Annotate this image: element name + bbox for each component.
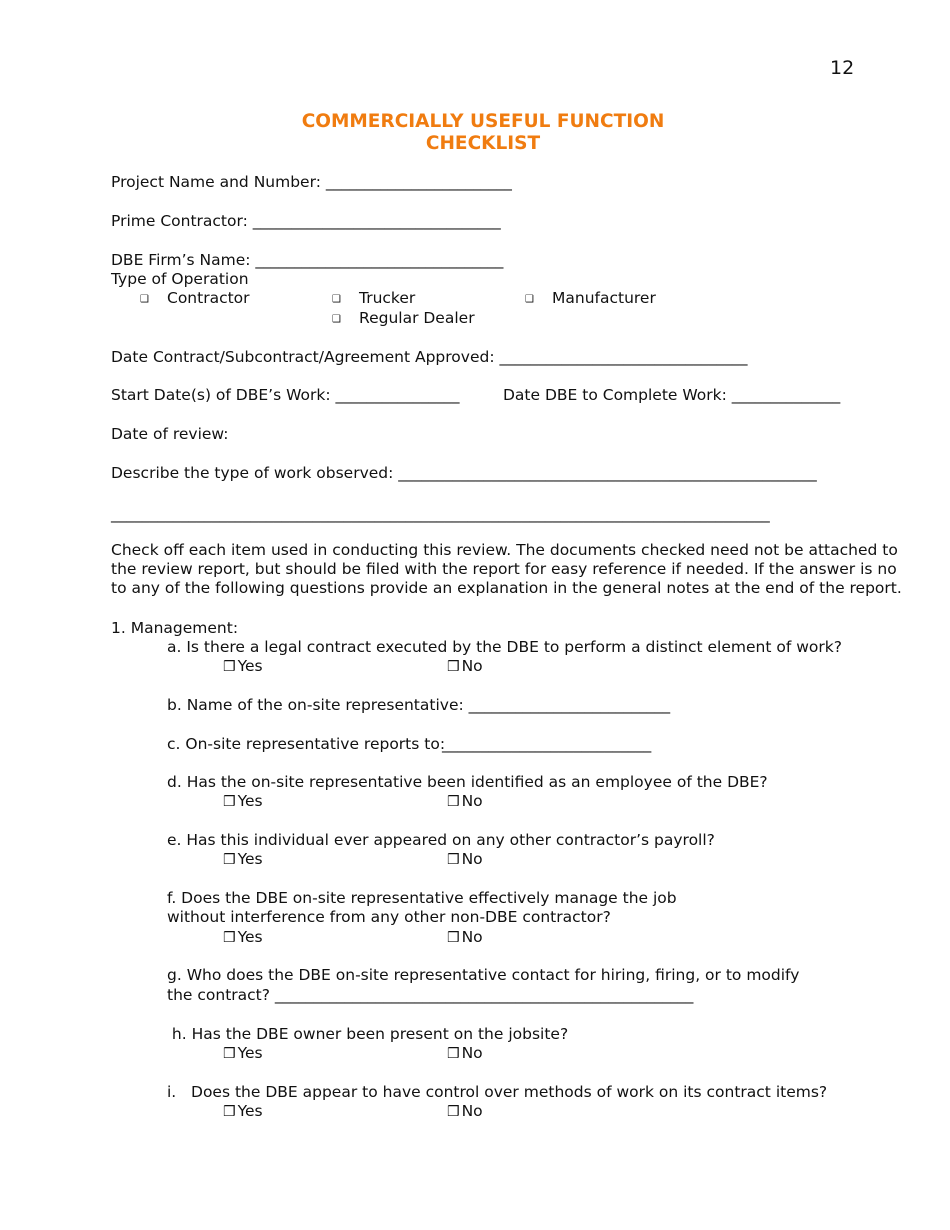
dbe-firm-name-field[interactable]: DBE Firm’s Name: ________________________________	[111, 251, 504, 269]
form-title: COMMERCIALLY USEFUL FUNCTION	[301, 111, 665, 132]
question-i: i. Does the DBE appear to have control over methods of work on its contract items?	[167, 1083, 828, 1101]
checkbox-icon: ❒	[223, 1046, 236, 1062]
question-e-no-option[interactable]: ❒ No	[447, 850, 483, 868]
start-date-field[interactable]: Start Date(s) of DBE’s Work: ________________	[111, 386, 460, 404]
checkbox-icon: ❒	[447, 1104, 460, 1120]
question-i-yes-option[interactable]: ❒ Yes	[223, 1102, 263, 1120]
regular-dealer-label: Regular Dealer	[359, 309, 475, 327]
trucker-checkbox[interactable]: ❑	[332, 294, 341, 305]
form-subtitle: CHECKLIST	[425, 133, 541, 154]
question-g-field[interactable]: the contract? ______________________________________________________	[167, 986, 694, 1004]
question-b-field[interactable]: b. Name of the on-site representative: __________________________	[167, 696, 671, 714]
question-d-no-option[interactable]: ❒ No	[447, 792, 483, 810]
question-f-no-option[interactable]: ❒ No	[447, 928, 483, 946]
page-number: 12	[830, 57, 855, 79]
checkbox-icon: ❒	[223, 1104, 236, 1120]
question-i-no-option[interactable]: ❒ No	[447, 1102, 483, 1120]
question-a-no-option[interactable]: ❒ No	[447, 657, 483, 675]
checkbox-icon: ❒	[447, 852, 460, 868]
work-observed-continuation-line[interactable]: _____________________________________________________________________________________	[111, 505, 770, 523]
manufacturer-checkbox[interactable]: ❑	[525, 294, 534, 305]
question-a-yes-option[interactable]: ❒ Yes	[223, 657, 263, 675]
question-d-yes-option[interactable]: ❒ Yes	[223, 792, 263, 810]
type-of-operation-label: Type of Operation	[111, 270, 249, 288]
question-f-yes-option[interactable]: ❒ Yes	[223, 928, 263, 946]
instructions-line-3: to any of the following questions provide an explanation in the general notes at the end of the report.	[111, 579, 902, 597]
question-f-line-1: f. Does the DBE on-site representative effectively manage the job	[167, 889, 677, 907]
project-name-field[interactable]: Project Name and Number: ________________________	[111, 173, 512, 191]
question-c-label: c. On-site representative reports to:	[167, 735, 446, 753]
trucker-label: Trucker	[359, 289, 416, 307]
instructions-line-1: Check off each item used in conducting this review. The documents checked need not be attached to	[111, 541, 898, 559]
checkbox-icon: ❒	[447, 1046, 460, 1062]
complete-date-field[interactable]: Date DBE to Complete Work: ______________	[503, 386, 841, 404]
contractor-label: Contractor	[167, 289, 250, 307]
question-h-yes-option[interactable]: ❒ Yes	[223, 1044, 263, 1062]
question-d: d. Has the on-site representative been identified as an employee of the DBE?	[167, 773, 768, 791]
checkbox-icon: ❒	[223, 659, 236, 675]
question-a: a. Is there a legal contract executed by the DBE to perform a distinct element of work?	[167, 638, 842, 656]
checkbox-icon: ❒	[447, 794, 460, 810]
contractor-checkbox[interactable]: ❑	[140, 294, 149, 305]
work-observed-field[interactable]: Describe the type of work observed: ______________________________________________________	[111, 464, 817, 482]
question-f-line-2: without interference from any other non-DBE contractor?	[167, 908, 611, 926]
question-h: h. Has the DBE owner been present on the jobsite?	[167, 1025, 569, 1043]
instructions-line-2: the review report, but should be filed with the report for easy reference if needed. If the answer is no	[111, 560, 897, 578]
checkbox-icon: ❒	[223, 852, 236, 868]
question-g-line-1: g. Who does the DBE on-site representative contact for hiring, firing, or to modify	[167, 966, 800, 984]
review-date-field[interactable]: Date of review:	[111, 425, 229, 443]
date-approved-field[interactable]: Date Contract/Subcontract/Agreement Approved: ________________________________	[111, 348, 748, 366]
prime-contractor-field[interactable]: Prime Contractor: ________________________________	[111, 212, 501, 230]
checkbox-icon: ❒	[447, 659, 460, 675]
question-h-no-option[interactable]: ❒ No	[447, 1044, 483, 1062]
checkbox-icon: ❒	[223, 794, 236, 810]
checkbox-icon: ❒	[223, 930, 236, 946]
question-e: e. Has this individual ever appeared on any other contractor’s payroll?	[167, 831, 715, 849]
manufacturer-label: Manufacturer	[552, 289, 656, 307]
checkbox-icon: ❒	[447, 930, 460, 946]
question-c-field[interactable]: ___________________________	[442, 735, 652, 753]
question-e-yes-option[interactable]: ❒ Yes	[223, 850, 263, 868]
section-heading-management: 1. Management:	[111, 619, 239, 637]
regular-dealer-checkbox[interactable]: ❑	[332, 314, 341, 325]
